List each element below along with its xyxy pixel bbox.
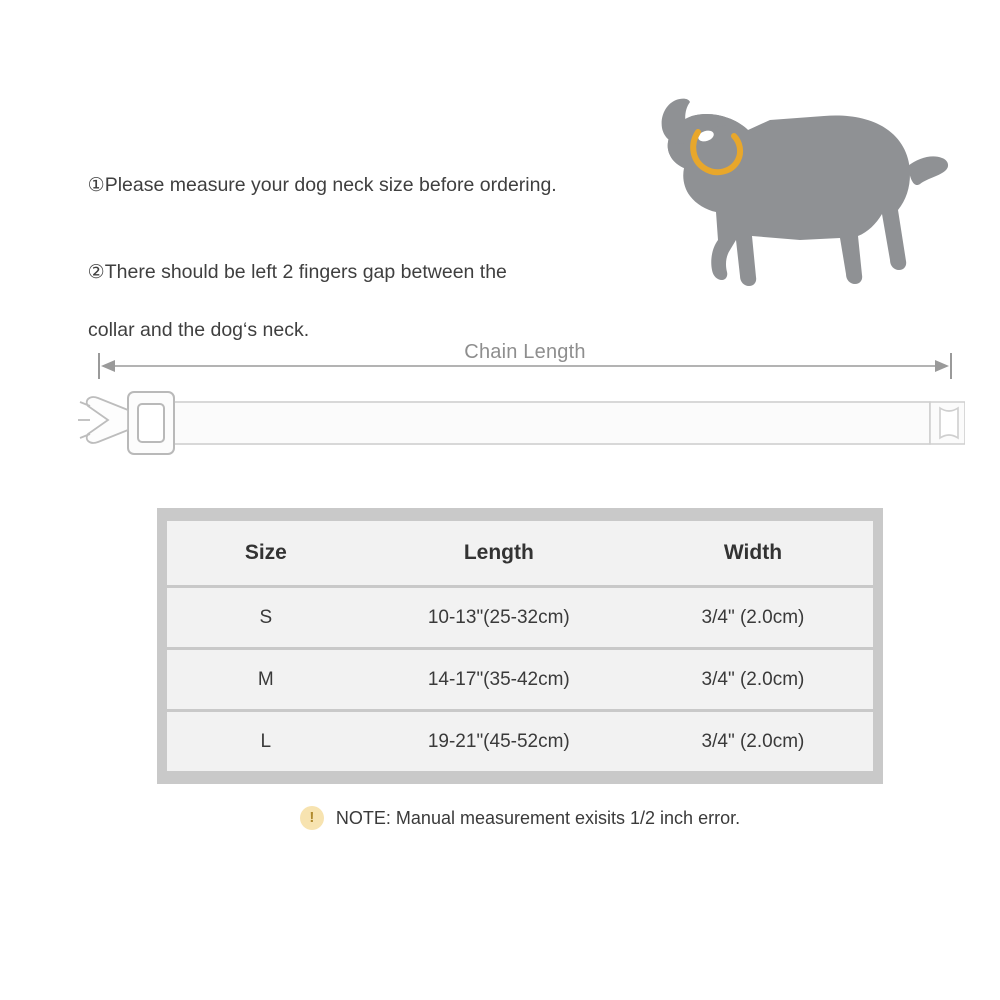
row-2-size: L: [167, 712, 365, 771]
dog-silhouette-icon: [640, 70, 970, 310]
table-header-row: [167, 521, 873, 585]
instruction-line-2: [66, 229, 666, 316]
instruction-line-1: [66, 142, 666, 229]
row-1-length: 14-17"(35-42cm): [365, 650, 633, 709]
row-0-length: 10-13"(25-32cm): [365, 588, 633, 647]
row-0-width: 3/4" (2.0cm): [633, 588, 873, 647]
row-0-size: S: [167, 588, 365, 647]
instruction-2-text: There should be left 2 fingers gap between the: [104, 261, 507, 283]
size-table-container: [157, 508, 883, 784]
dog-illustration: [640, 70, 970, 310]
table-row: [167, 712, 873, 771]
instruction-line-2-continued: collar and the dog‘s neck.: [88, 319, 310, 341]
size-table: [167, 518, 873, 774]
chain-length-label: Chain Length: [464, 341, 586, 363]
instruction-1-number: ①: [87, 175, 105, 196]
collar-illustration: [40, 380, 965, 470]
note-row: [157, 806, 883, 830]
exclamation-icon: !: [300, 806, 324, 830]
table-header-size: Size: [167, 521, 365, 585]
note-text: NOTE: Manual measurement exisits 1/2 inch error.: [335, 807, 741, 828]
row-2-width: 3/4" (2.0cm): [633, 712, 873, 771]
table-header-width: Width: [633, 521, 873, 585]
instructions-block: [66, 142, 666, 345]
collar-buckle-icon: [40, 380, 965, 470]
instruction-1-text: Please measure your dog neck size before ordering.: [104, 174, 557, 196]
table-row: [167, 650, 873, 709]
row-1-width: 3/4" (2.0cm): [633, 650, 873, 709]
instruction-2-number: ②: [87, 262, 105, 283]
chain-length-measure: [95, 341, 955, 385]
row-1-size: M: [167, 650, 365, 709]
row-2-length: 19-21"(45-52cm): [365, 712, 633, 771]
table-row: [167, 588, 873, 647]
table-header-length: Length: [365, 521, 633, 585]
